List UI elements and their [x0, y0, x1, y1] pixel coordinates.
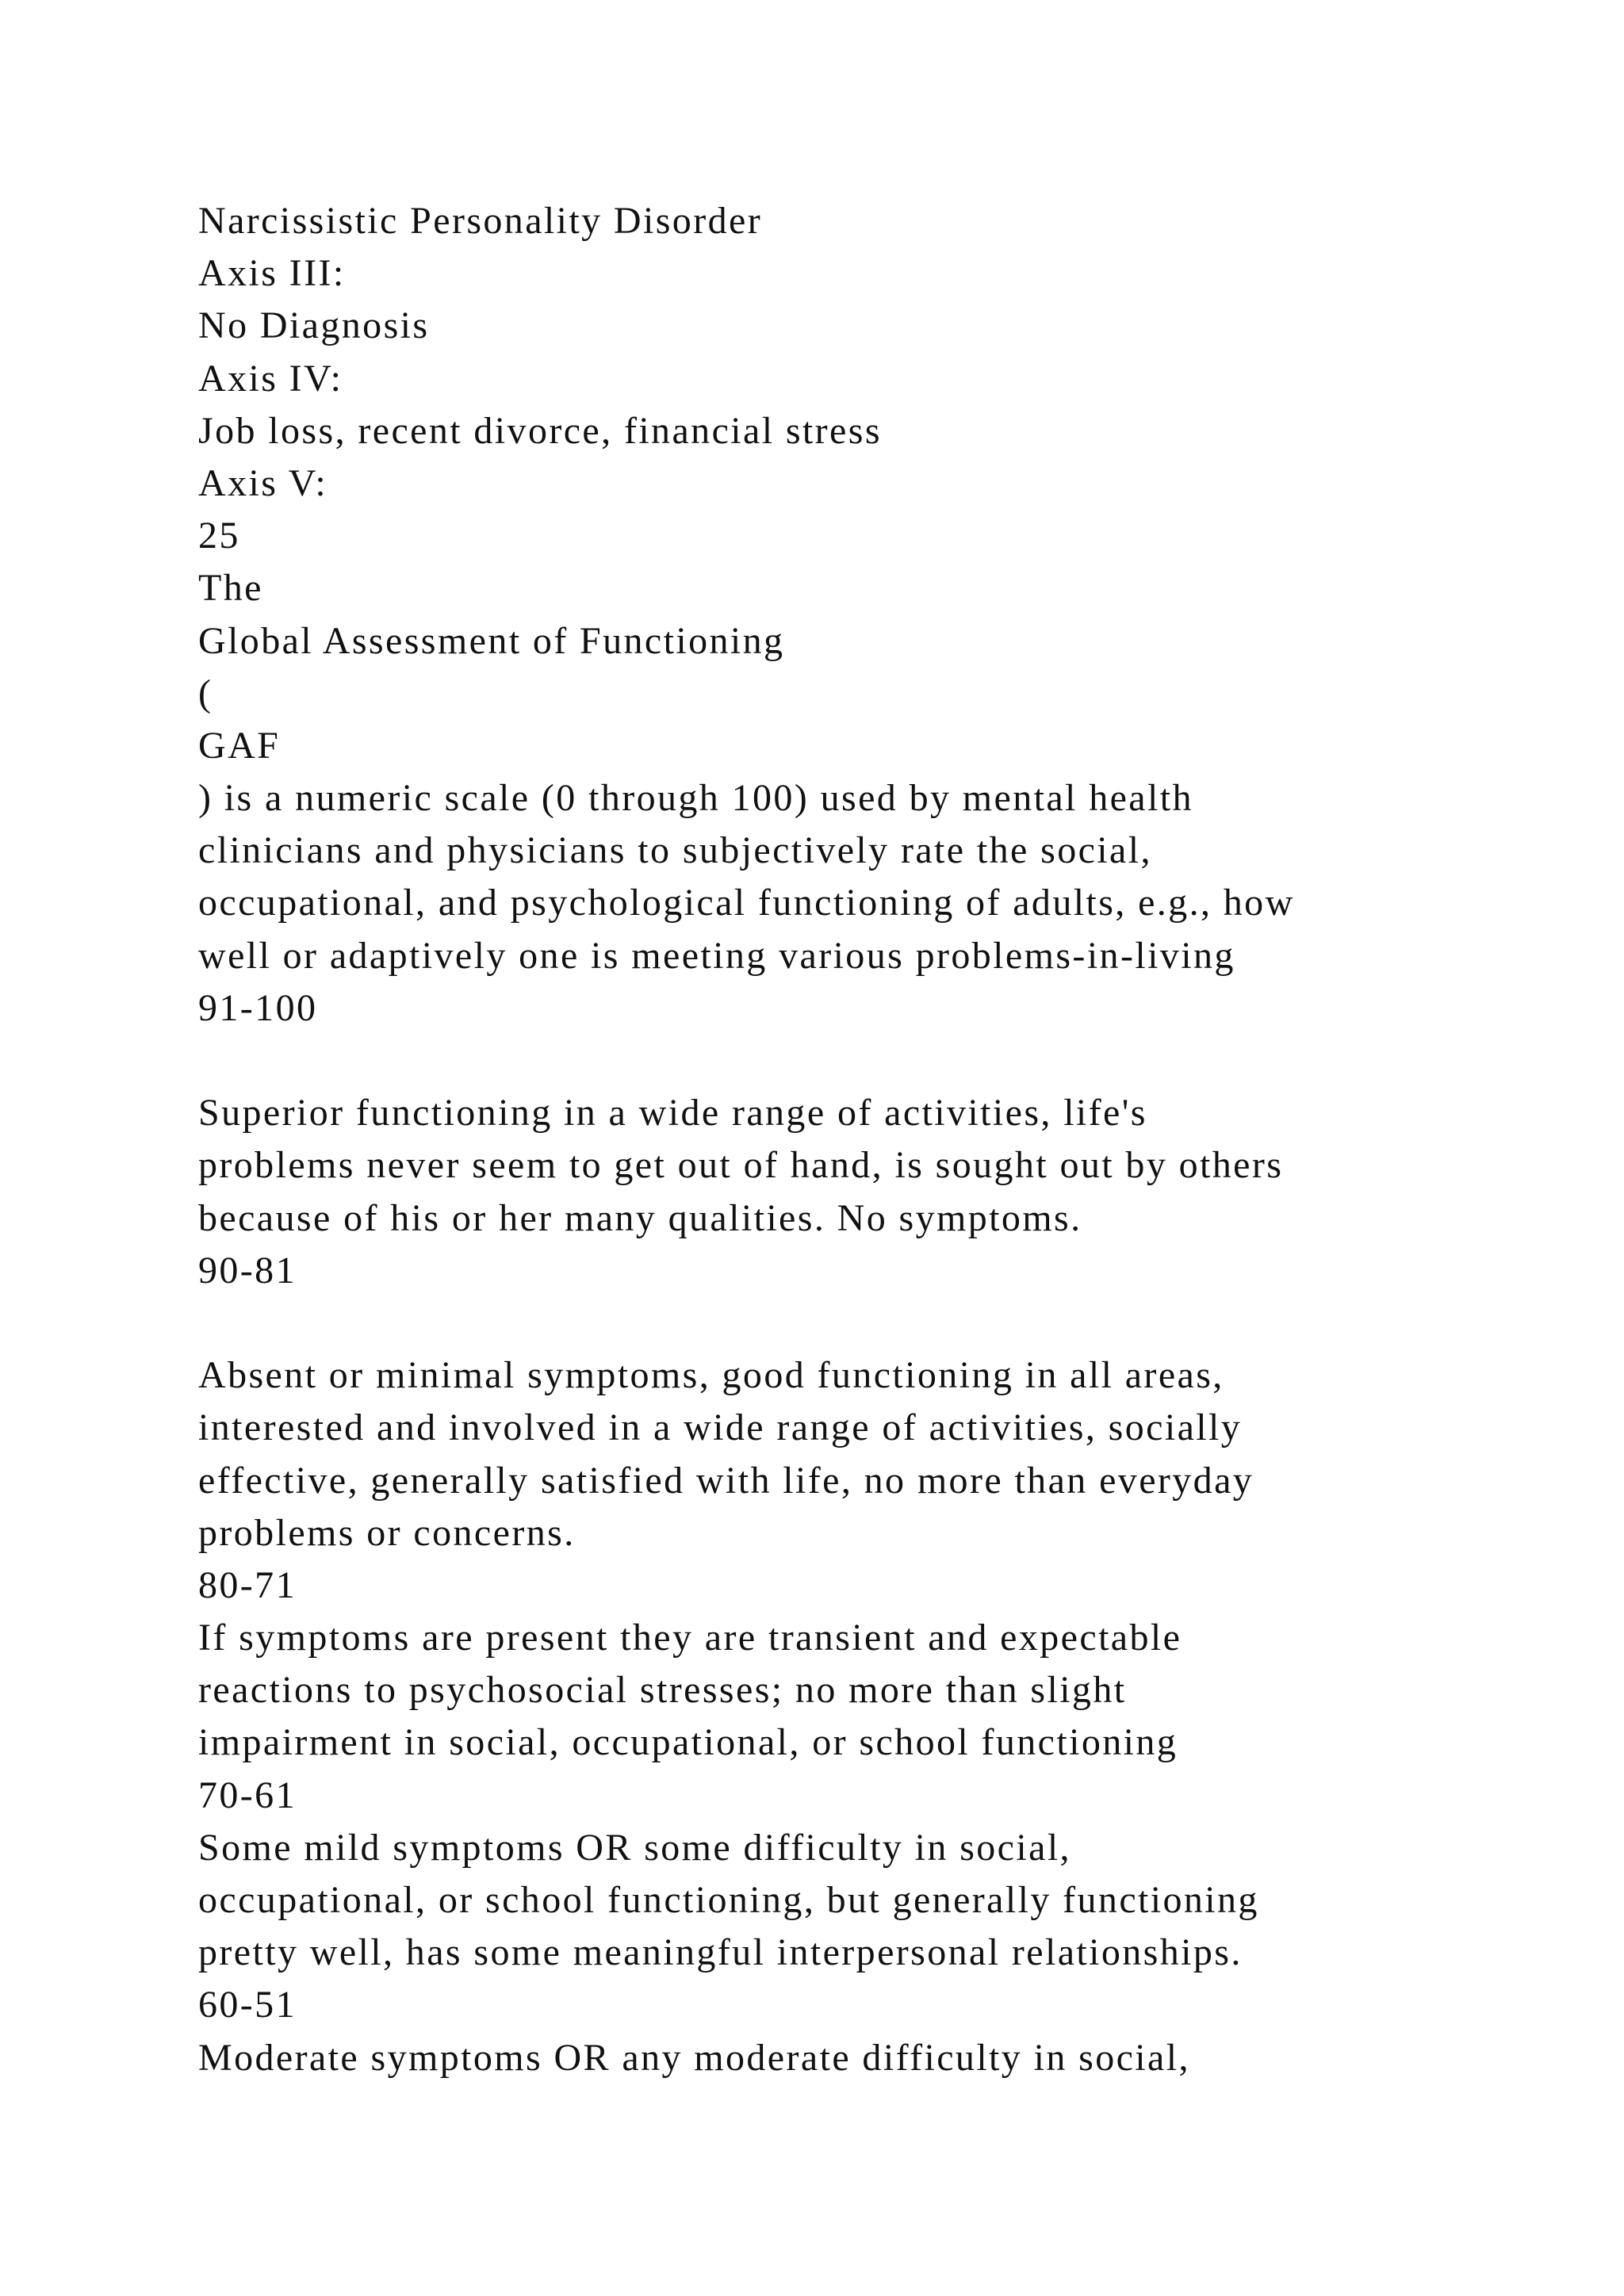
gaf-description-line: ) is a numeric scale (0 through 100) used by mental health	[198, 777, 1193, 820]
range-description-line: reactions to psychosocial stresses; no more than slight	[198, 1669, 1127, 1712]
range-description-line: impairment in social, occupational, or school functioning	[198, 1721, 1178, 1764]
gaf-title-line: Global Assessment of Functioning	[198, 619, 785, 662]
axis-v-value: 25	[198, 515, 240, 557]
axis-v-label: Axis V:	[198, 461, 328, 504]
axis-iii-value: No Diagnosis	[198, 304, 430, 347]
range-91-100: 91-100	[198, 986, 318, 1029]
range-description-line: occupational, or school functioning, but generally functioning	[198, 1879, 1259, 1921]
range-description-line: Superior functioning in a wide range of activities, life's	[198, 1092, 1147, 1135]
axis-iv-value: Job loss, recent divorce, financial stress	[198, 409, 882, 452]
range-description-line: problems never seem to get out of hand, is sought out by others	[198, 1144, 1284, 1187]
range-description-line: Absent or minimal symptoms, good functioning in all areas,	[198, 1354, 1224, 1397]
blank-line	[198, 1035, 1483, 1087]
range-60-51: 60-51	[198, 1984, 297, 2026]
gaf-acronym: GAF	[198, 724, 281, 767]
range-description-line: If symptoms are present they are transient and expectable	[198, 1617, 1182, 1659]
axis-iv-label: Axis IV:	[198, 357, 343, 400]
document-body	[198, 195, 1483, 2084]
blank-line	[198, 1297, 1483, 1349]
range-description-line: interested and involved in a wide range of activities, socially	[198, 1406, 1243, 1449]
range-description-line: Moderate symptoms OR any moderate difficulty in social,	[198, 2036, 1190, 2079]
range-description-line: because of his or her many qualities. No symptoms.	[198, 1196, 1082, 1239]
axis-iii-label: Axis III:	[198, 252, 346, 295]
range-80-71: 80-71	[198, 1563, 297, 1606]
gaf-description-line: well or adaptively one is meeting various problems-in-living	[198, 934, 1235, 977]
gaf-intro-line: The	[198, 567, 263, 610]
range-description-line: pretty well, has some meaningful interpersonal relationships.	[198, 1931, 1243, 1974]
range-description-line: problems or concerns.	[198, 1511, 576, 1554]
gaf-description-line: occupational, and psychological functioning of adults, e.g., how	[198, 882, 1295, 924]
range-90-81: 90-81	[198, 1249, 297, 1292]
range-description-line: effective, generally satisfied with life, no more than everyday	[198, 1459, 1254, 1502]
diagnosis-line: Narcissistic Personality Disorder	[198, 200, 763, 242]
gaf-description-line: clinicians and physicians to subjectively rate the social,	[198, 829, 1152, 872]
range-70-61: 70-61	[198, 1774, 297, 1816]
range-description-line: Some mild symptoms OR some difficulty in social,	[198, 1826, 1071, 1869]
gaf-paren-open: (	[198, 672, 213, 714]
